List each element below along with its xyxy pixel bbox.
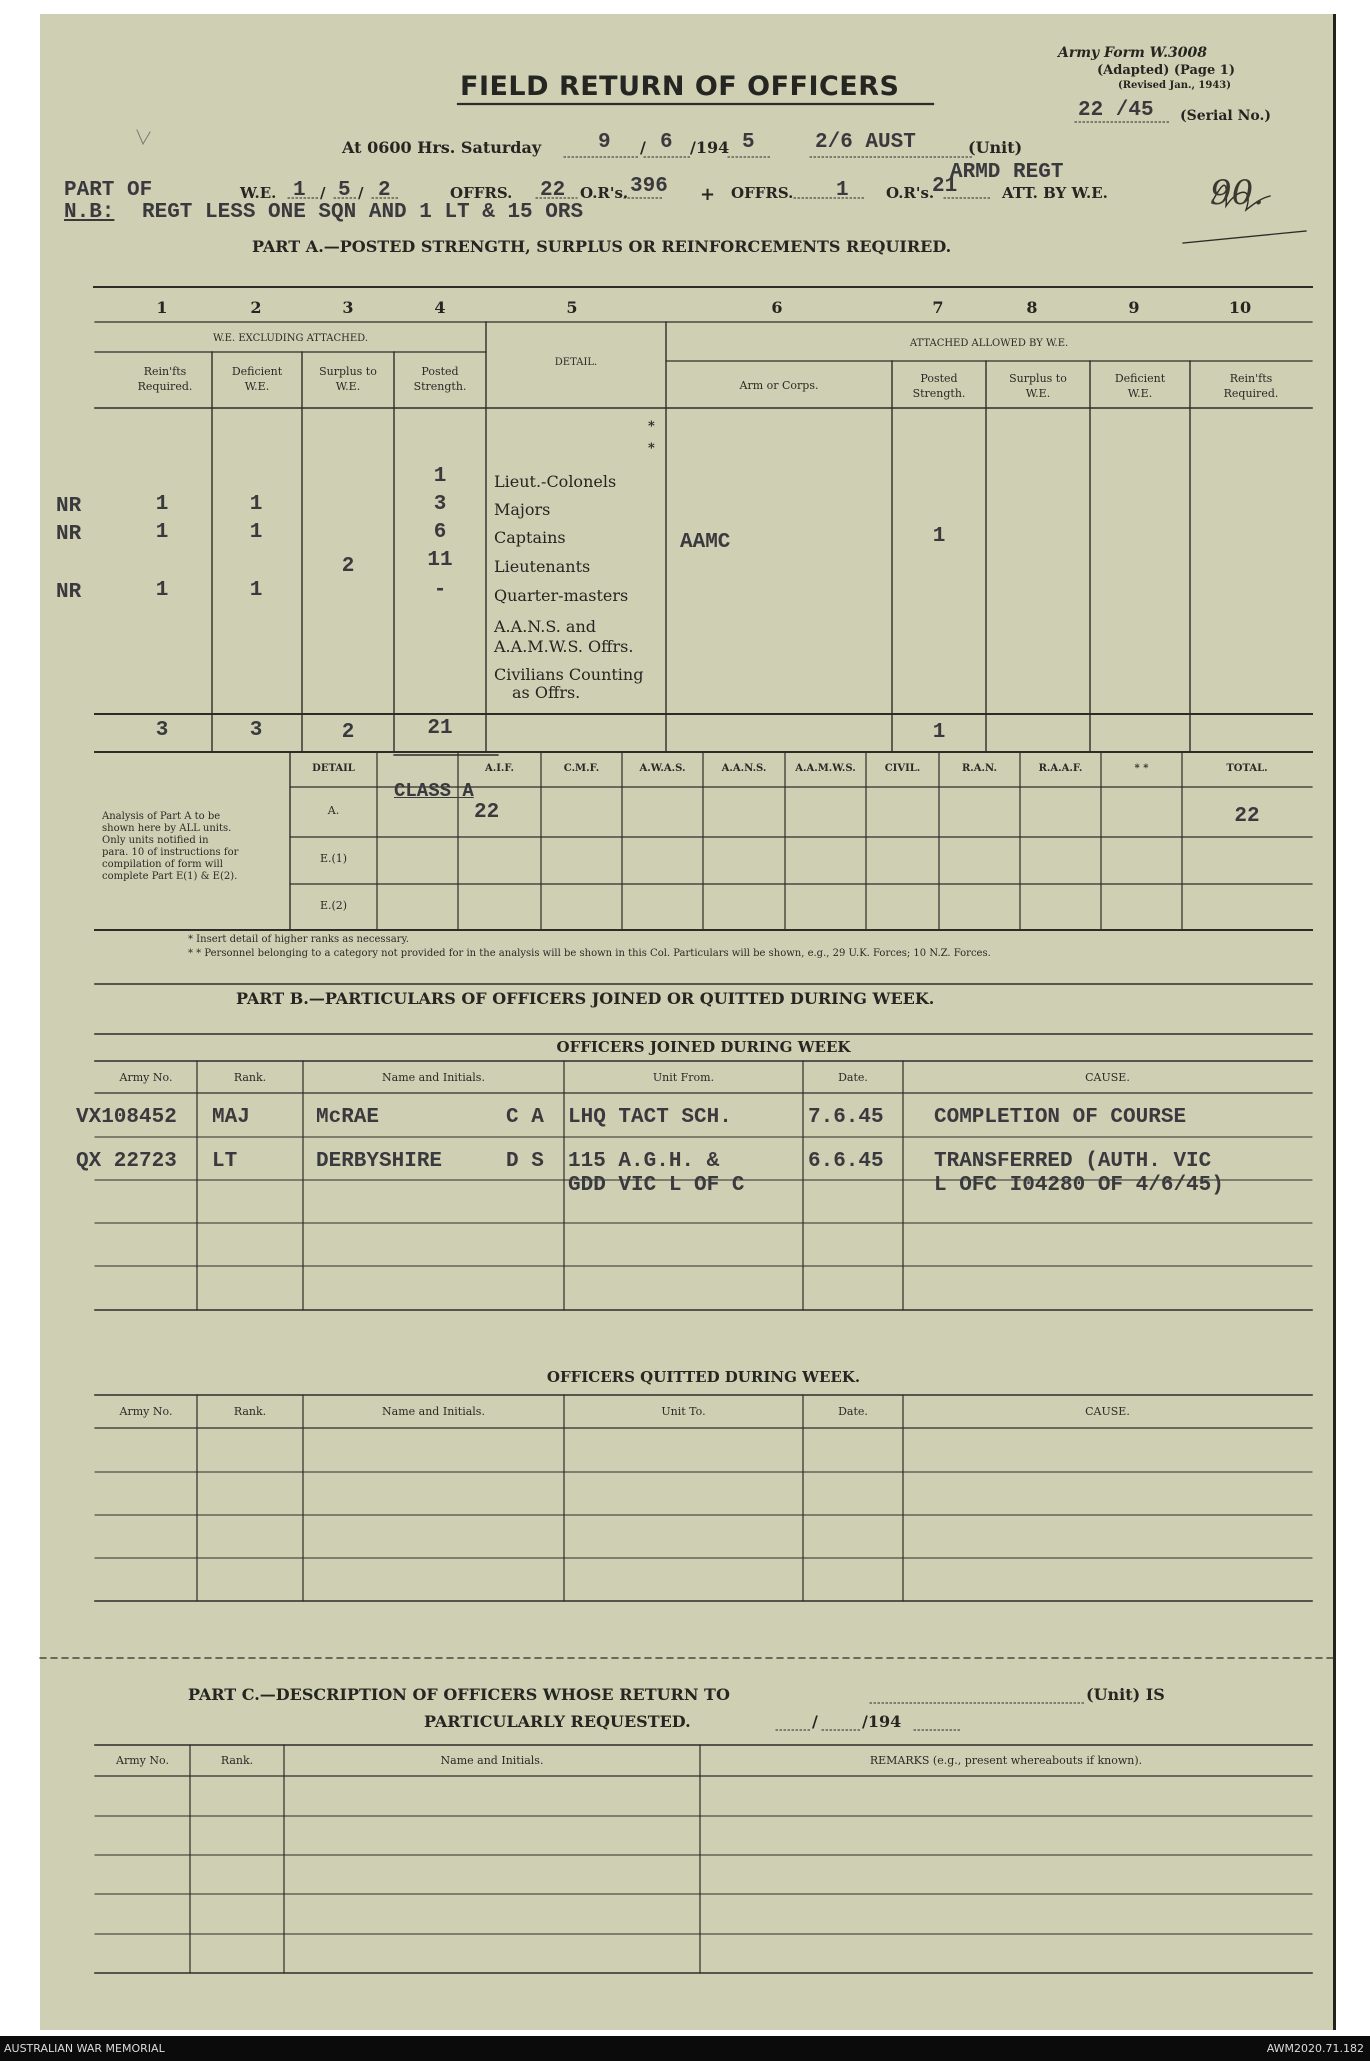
att-posted-header: Posted — [920, 372, 958, 385]
part-a-title: PART A.—POSTED STRENGTH, SURPLUS OR REINFORCEMENTS REQUIRED. — [252, 237, 952, 256]
col-number: 1 — [156, 298, 168, 317]
unit-name: 2/6 AUST — [815, 131, 916, 154]
analysis-row-e1: E.(1) — [319, 852, 348, 865]
att-rein-header-line2: Required. — [1223, 387, 1279, 400]
part-c-date-year: /194 — [862, 1712, 902, 1731]
part-c-date-slash: / — [812, 1712, 818, 1731]
joined-name: DERBYSHIRE — [316, 1150, 443, 1173]
date-slash: / — [640, 138, 646, 157]
joined-cause-line2: L OFC I04280 OF 4/6/45) — [934, 1174, 1224, 1197]
joined-cause: COMPLETION OF COURSE — [934, 1106, 1187, 1129]
posted-majors: 3 — [433, 493, 447, 516]
we-value-2: 5 — [338, 179, 351, 202]
we-value-3: 2 — [378, 179, 391, 202]
joined-initials: C A — [506, 1106, 544, 1129]
adapted-label: (Adapted) (Page 1) — [1097, 63, 1235, 78]
quitted-header-cause: CAUSE. — [1085, 1405, 1130, 1418]
analysis-note: Analysis of Part A to be — [102, 811, 221, 822]
analysis-note: para. 10 of instructions for — [102, 847, 239, 858]
analysis-header-detail: DETAIL — [312, 763, 355, 774]
joined-header-date: Date. — [838, 1071, 868, 1084]
analysis-header-aans: A.A.N.S. — [721, 763, 767, 774]
analysis-row-a: A. — [327, 804, 340, 817]
joined-unit-from: LHQ TACT SCH. — [568, 1106, 732, 1129]
joined-cause: TRANSFERRED (AUTH. VIC — [934, 1150, 1212, 1173]
detail-lieutenants: Lieutenants — [494, 557, 591, 576]
col-number: 3 — [342, 298, 354, 317]
form-title: FIELD RETURN OF OFFICERS — [460, 71, 900, 102]
col-number: 8 — [1026, 298, 1038, 317]
surplus-header-line2: W.E. — [335, 380, 361, 393]
col-number: 2 — [250, 298, 262, 317]
joined-title: OFFICERS JOINED DURING WEEK — [556, 1038, 851, 1056]
nr-marker: NR — [56, 581, 82, 604]
detail-quartermasters: Quarter-masters — [494, 586, 629, 605]
col-number: 5 — [566, 298, 578, 317]
total-def: 3 — [249, 719, 263, 742]
rein-qm: 1 — [155, 579, 169, 602]
offrs2-value: 1 — [836, 179, 849, 202]
ors2-value: 21 — [932, 175, 958, 198]
star-marker: * — [648, 441, 655, 456]
date-year-suffix: 5 — [742, 131, 755, 154]
analysis-row-e2: E.(2) — [319, 899, 348, 912]
detail-lieut-colonels: Lieut.-Colonels — [494, 472, 617, 491]
nb-text: REGT LESS ONE SQN AND 1 LT & 15 ORS — [142, 201, 584, 224]
offrs-label: OFFRS. — [450, 184, 513, 202]
date-year-prefix: /194 — [690, 138, 730, 157]
col-number: 10 — [1228, 298, 1252, 317]
analysis-header-raaf: R.A.A.F. — [1038, 763, 1083, 774]
part-b-title: PART B.—PARTICULARS OF OFFICERS JOINED OR QUITTED DURING WEEK. — [236, 989, 935, 1008]
analysis-header-total: TOTAL. — [1226, 763, 1268, 774]
arm-corps-value: AAMC — [680, 531, 731, 554]
quitted-header-army-no: Army No. — [119, 1405, 173, 1418]
total-posted: 21 — [427, 717, 453, 740]
posted-lieutenants: 11 — [427, 549, 453, 572]
att-deficient-header-line2: W.E. — [1127, 387, 1153, 400]
joined-army-no: QX 22723 — [76, 1150, 177, 1173]
analysis-note: complete Part E(1) & E(2). — [102, 871, 238, 882]
quitted-title: OFFICERS QUITTED DURING WEEK. — [546, 1368, 861, 1386]
analysis-header-awas: A.W.A.S. — [639, 763, 686, 774]
ors-value: 396 — [630, 175, 668, 198]
analysis-header-civil: CIVIL. — [884, 763, 921, 774]
detail-aans: A.A.N.S. and — [494, 617, 596, 636]
we-label: W.E. — [240, 184, 277, 202]
analysis-note: shown here by ALL units. — [102, 823, 232, 834]
joined-initials: D S — [506, 1150, 544, 1173]
we-slash-2: / — [358, 184, 364, 202]
detail-header: DETAIL. — [554, 357, 598, 368]
joined-rank: LT — [212, 1150, 238, 1173]
att-surplus-header-line2: W.E. — [1025, 387, 1051, 400]
joined-date: 6.6.45 — [808, 1150, 884, 1173]
posted-lt-col: 1 — [433, 465, 447, 488]
serial-number: 22 /45 — [1078, 99, 1154, 122]
detail-captains: Captains — [494, 528, 566, 547]
joined-unit-from: 115 A.G.H. & — [568, 1150, 720, 1173]
att-by-we-label: ATT. BY W.E. — [1002, 184, 1108, 202]
partc-header-remarks: REMARKS (e.g., present whereabouts if known). — [869, 1754, 1143, 1767]
detail-civilians-line2: as Offrs. — [512, 683, 581, 702]
joined-header-army-no: Army No. — [119, 1071, 173, 1084]
quitted-header-date: Date. — [838, 1405, 868, 1418]
rein-captains: 1 — [155, 521, 169, 544]
def-captains: 1 — [249, 521, 263, 544]
col-number: 6 — [771, 298, 783, 317]
analysis-header-other: * * — [1134, 763, 1149, 774]
part-of-label: PART OF — [64, 179, 153, 202]
serial-label: (Serial No.) — [1180, 108, 1271, 124]
analysis-header-ran: R.A.N. — [961, 763, 997, 774]
att-posted-header-line2: Strength. — [912, 387, 966, 400]
handwritten-number: 90. — [1210, 173, 1265, 213]
total-att-posted: 1 — [932, 721, 946, 744]
detail-aamws: A.A.M.W.S. Offrs. — [494, 637, 634, 656]
total-a-value: 22 — [1234, 805, 1260, 828]
joined-rank: MAJ — [212, 1106, 250, 1129]
ors-label: O.R's. — [580, 184, 629, 202]
aif-a-value: 22 — [474, 801, 500, 824]
analysis-header-aamws: A.A.M.W.S. — [795, 763, 856, 774]
def-majors: 1 — [249, 493, 263, 516]
total-rein: 3 — [155, 719, 169, 742]
footnote-2: * * Personnel belonging to a category not provided for in the analysis will be shown in this Col. Particulars will be shown, e.g., 29 U.K. Forces; 10 N.Z. Forces. — [188, 948, 991, 959]
footnote-1: * Insert detail of higher ranks as necessary. — [188, 934, 409, 945]
partc-header-army-no: Army No. — [116, 1754, 169, 1767]
posted-captains: 6 — [433, 521, 447, 544]
ors2-label: O.R's. — [886, 184, 935, 202]
part-c-requested: PARTICULARLY REQUESTED. — [424, 1712, 691, 1731]
posted-header: Posted — [421, 365, 459, 378]
analysis-header-aif: A.I.F. — [485, 763, 514, 774]
offrs2-label: OFFRS. — [731, 184, 794, 202]
quitted-header-rank: Rank. — [233, 1405, 267, 1418]
footer-right: AWM2020.71.182 — [1266, 2042, 1364, 2055]
att-deficient-header: Deficient — [1114, 372, 1166, 385]
joined-army-no: VX108452 — [76, 1106, 177, 1129]
detail-civilians: Civilians Counting — [494, 665, 644, 684]
rein-majors: 1 — [155, 493, 169, 516]
partc-header-rank: Rank. — [220, 1754, 254, 1767]
star-marker: * — [648, 419, 655, 434]
nb-label: N.B: — [64, 201, 115, 224]
analysis-header-cmf: C.M.F. — [563, 763, 600, 774]
partc-header-name: Name and Initials. — [440, 1754, 544, 1767]
joined-unit-from-line2: GDD VIC L OF C — [568, 1174, 745, 1197]
army-form-label: Army Form W.3008 — [1058, 45, 1208, 61]
posted-header-line2: Strength. — [413, 380, 467, 393]
detail-majors: Majors — [494, 500, 551, 519]
analysis-note: compilation of form will — [102, 859, 223, 870]
att-rein-header: Rein'fts — [1229, 372, 1273, 385]
part-c-title-end: (Unit) IS — [1086, 1685, 1165, 1704]
dateline-prefix: At 0600 Hrs. Saturday — [342, 138, 542, 157]
surplus-lieutenants: 2 — [341, 555, 355, 578]
rein-header: Rein'fts — [143, 365, 187, 378]
nr-marker: NR — [56, 523, 82, 546]
date-month: 6 — [660, 131, 673, 154]
offrs-value: 22 — [540, 179, 566, 202]
joined-name: McRAE — [316, 1106, 380, 1129]
joined-header-unit-from: Unit From. — [652, 1071, 715, 1084]
revised-label: (Revised Jan., 1943) — [1118, 80, 1231, 91]
quitted-header-name: Name and Initials. — [382, 1405, 485, 1418]
part-c-title: PART C.—DESCRIPTION OF OFFICERS WHOSE RETURN TO — [188, 1685, 730, 1704]
col-number: 4 — [434, 298, 446, 317]
att-surplus-header: Surplus to — [1009, 372, 1067, 385]
class-a-label: CLASS A — [394, 780, 474, 802]
total-surplus: 2 — [341, 721, 355, 744]
plus-sign: + — [700, 184, 716, 205]
we-slash-1: / — [320, 184, 326, 202]
deficient-header: Deficient — [231, 365, 283, 378]
joined-header-name: Name and Initials. — [382, 1071, 485, 1084]
posted-qm: - — [433, 579, 447, 602]
unit-label: (Unit) — [968, 138, 1023, 157]
footer-left: AUSTRALIAN WAR MEMORIAL — [4, 2042, 165, 2055]
attached-group-header: ATTACHED ALLOWED BY W.E. — [909, 338, 1069, 349]
nr-marker: NR — [56, 495, 82, 518]
we-group-header: W.E. EXCLUDING ATTACHED. — [212, 333, 369, 344]
deficient-header-line2: W.E. — [244, 380, 270, 393]
joined-date: 7.6.45 — [808, 1106, 884, 1129]
col-number: 9 — [1128, 298, 1140, 317]
we-value-1: 1 — [293, 179, 306, 202]
date-day: 9 — [598, 131, 611, 154]
analysis-note: Only units notified in — [102, 835, 209, 846]
joined-header-rank: Rank. — [233, 1071, 267, 1084]
def-qm: 1 — [249, 579, 263, 602]
surplus-header: Surplus to — [319, 365, 377, 378]
joined-header-cause: CAUSE. — [1085, 1071, 1130, 1084]
col-number: 7 — [932, 298, 944, 317]
att-posted-value: 1 — [932, 525, 946, 548]
quitted-header-unit-to: Unit To. — [661, 1405, 706, 1418]
archive-footer-bar — [0, 2036, 1370, 2061]
arm-corps-header: Arm or Corps. — [739, 379, 819, 392]
rein-header-line2: Required. — [137, 380, 193, 393]
unit-name-line2: ARMD REGT — [950, 161, 1064, 184]
